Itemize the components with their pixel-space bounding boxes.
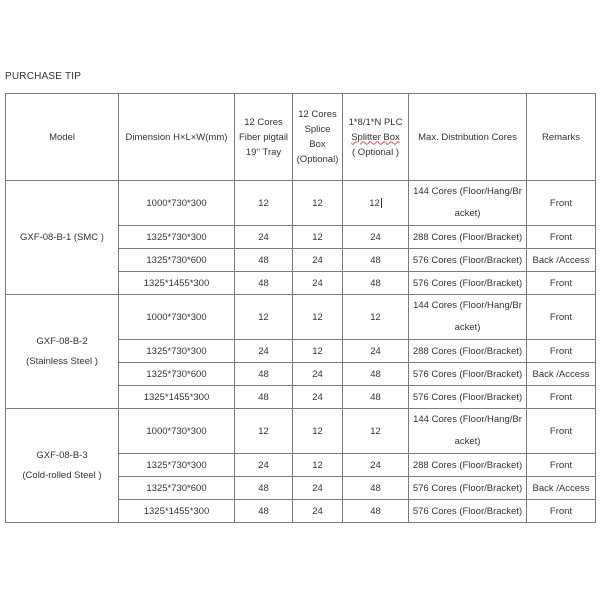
dimension-cell: 1000*730*300 xyxy=(119,409,235,454)
header-splice: 12 Cores Splice Box (Optional) xyxy=(293,94,343,181)
splice-cell: 12 xyxy=(293,295,343,340)
splice-cell: 24 xyxy=(293,500,343,523)
splitter-cell: 48 xyxy=(343,386,409,409)
model-cell: GXF-08-B-2 (Stainless Steel ) xyxy=(6,295,119,409)
dimension-cell: 1325*730*300 xyxy=(119,226,235,249)
dimension-cell: 1325*730*600 xyxy=(119,363,235,386)
remarks-cell: Back /Access xyxy=(527,363,596,386)
tray-cell: 12 xyxy=(235,295,293,340)
header-model: Model xyxy=(6,94,119,181)
splitter-cell: 24 xyxy=(343,454,409,477)
splice-cell: 24 xyxy=(293,386,343,409)
tray-cell: 48 xyxy=(235,363,293,386)
header-remarks: Remarks xyxy=(527,94,596,181)
splitter-cell: 12 xyxy=(343,409,409,454)
splitter-cell: 12 xyxy=(343,295,409,340)
model-cell: GXF-08-B-3 (Cold-rolled Steel ) xyxy=(6,409,119,523)
model-cell: GXF-08-B-1 (SMC ) xyxy=(6,181,119,295)
dimension-cell: 1325*730*300 xyxy=(119,340,235,363)
header-tray: 12 Cores Fiber pigtail 19'' Tray xyxy=(235,94,293,181)
header-max-cores: Max. Distribution Cores xyxy=(409,94,527,181)
text-cursor xyxy=(381,198,382,208)
tray-cell: 24 xyxy=(235,226,293,249)
tray-cell: 48 xyxy=(235,386,293,409)
tray-cell: 24 xyxy=(235,454,293,477)
splice-cell: 12 xyxy=(293,226,343,249)
splitter-cell: 12 xyxy=(343,181,409,226)
splitter-cell: 48 xyxy=(343,477,409,500)
max-cores-cell: 576 Cores (Floor/Bracket) xyxy=(409,477,527,500)
purchase-spec-table xyxy=(5,93,596,523)
tray-cell: 48 xyxy=(235,500,293,523)
max-cores-cell: 288 Cores (Floor/Bracket) xyxy=(409,340,527,363)
header-dimension: Dimension H×L×W(mm) xyxy=(119,94,235,181)
table-body xyxy=(6,181,596,523)
splitter-cell: 48 xyxy=(343,363,409,386)
dimension-cell: 1325*730*300 xyxy=(119,454,235,477)
table-row xyxy=(6,409,596,454)
tray-cell: 12 xyxy=(235,409,293,454)
dimension-cell: 1000*730*300 xyxy=(119,181,235,226)
splitter-cell: 48 xyxy=(343,249,409,272)
splice-cell: 24 xyxy=(293,363,343,386)
max-cores-cell: 576 Cores (Floor/Bracket) xyxy=(409,249,527,272)
remarks-cell: Front xyxy=(527,295,596,340)
remarks-cell: Front xyxy=(527,386,596,409)
tray-cell: 24 xyxy=(235,340,293,363)
tray-cell: 48 xyxy=(235,272,293,295)
tray-cell: 48 xyxy=(235,477,293,500)
splice-cell: 24 xyxy=(293,249,343,272)
dimension-cell: 1325*730*600 xyxy=(119,249,235,272)
max-cores-cell: 576 Cores (Floor/Bracket) xyxy=(409,272,527,295)
splitter-cell: 48 xyxy=(343,272,409,295)
max-cores-cell: 144 Cores (Floor/Hang/Br acket) xyxy=(409,409,527,454)
remarks-cell: Front xyxy=(527,409,596,454)
splice-cell: 12 xyxy=(293,409,343,454)
remarks-cell: Front xyxy=(527,226,596,249)
max-cores-cell: 288 Cores (Floor/Bracket) xyxy=(409,454,527,477)
remarks-cell: Back /Access xyxy=(527,249,596,272)
max-cores-cell: 288 Cores (Floor/Bracket) xyxy=(409,226,527,249)
dimension-cell: 1000*730*300 xyxy=(119,295,235,340)
remarks-cell: Front xyxy=(527,454,596,477)
splitter-cell: 24 xyxy=(343,226,409,249)
table-row xyxy=(6,181,596,226)
splice-cell: 12 xyxy=(293,181,343,226)
table-row xyxy=(6,295,596,340)
dimension-cell: 1325*1455*300 xyxy=(119,500,235,523)
max-cores-cell: 144 Cores (Floor/Hang/Br acket) xyxy=(409,181,527,226)
splice-cell: 12 xyxy=(293,454,343,477)
dimension-cell: 1325*1455*300 xyxy=(119,386,235,409)
dimension-cell: 1325*730*600 xyxy=(119,477,235,500)
splitter-cell: 48 xyxy=(343,500,409,523)
splice-cell: 24 xyxy=(293,272,343,295)
remarks-cell: Front xyxy=(527,340,596,363)
splice-cell: 24 xyxy=(293,477,343,500)
max-cores-cell: 144 Cores (Floor/Hang/Br acket) xyxy=(409,295,527,340)
tray-cell: 48 xyxy=(235,249,293,272)
table-header-row xyxy=(6,94,596,181)
max-cores-cell: 576 Cores (Floor/Bracket) xyxy=(409,363,527,386)
page-title: PURCHASE TIP xyxy=(5,71,82,82)
tray-cell: 12 xyxy=(235,181,293,226)
remarks-cell: Front xyxy=(527,500,596,523)
remarks-cell: Back /Access xyxy=(527,477,596,500)
max-cores-cell: 576 Cores (Floor/Bracket) xyxy=(409,500,527,523)
splice-cell: 12 xyxy=(293,340,343,363)
remarks-cell: Front xyxy=(527,181,596,226)
splitter-cell: 24 xyxy=(343,340,409,363)
dimension-cell: 1325*1455*300 xyxy=(119,272,235,295)
remarks-cell: Front xyxy=(527,272,596,295)
max-cores-cell: 576 Cores (Floor/Bracket) xyxy=(409,386,527,409)
header-splitter: 1*8/1*N PLC Splitter Box ( Optional ) xyxy=(343,94,409,181)
